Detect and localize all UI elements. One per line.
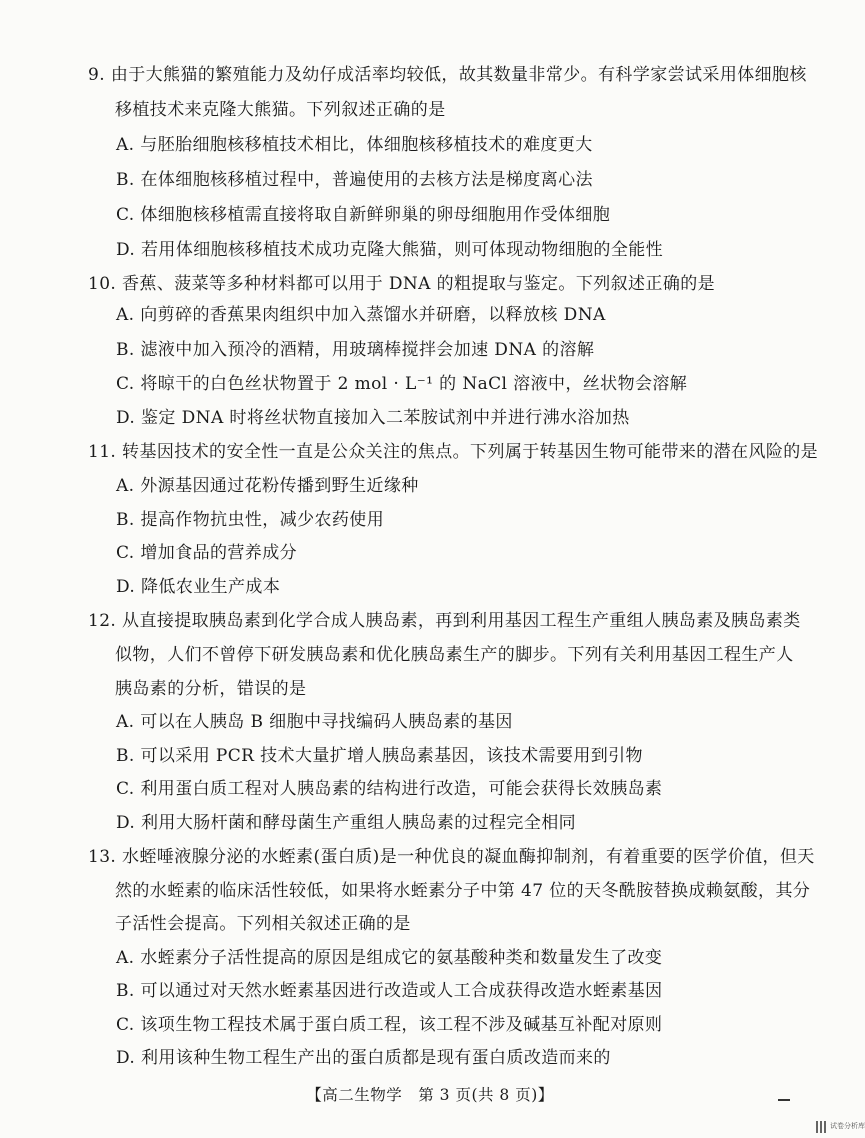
option-c: C. 增加食品的营养成分 (116, 543, 298, 563)
option-a: A. 向剪碎的香蕉果肉组织中加入蒸馏水并研磨，以释放核 DNA (116, 305, 606, 325)
question-stem: 11. 转基因技术的安全性一直是公众关注的焦点。下列属于转基因生物可能带来的潜在风险的是 (88, 442, 819, 462)
question-stem: 胰岛素的分析，错误的是 (115, 679, 307, 699)
page-mark-dash (778, 1099, 790, 1101)
watermark: 试卷分析库 (830, 1122, 865, 1130)
question-stem: 移植技术来克隆大熊猫。下列叙述正确的是 (115, 100, 446, 120)
option-b: B. 提高作物抗虫性，减少农药使用 (116, 510, 385, 530)
question-stem: 子活性会提高。下列相关叙述正确的是 (115, 914, 411, 934)
option-a: A. 与胚胎细胞核移植技术相比，体细胞核移植技术的难度更大 (116, 135, 593, 155)
option-c: C. 该项生物工程技术属于蛋白质工程，该工程不涉及碱基互补配对原则 (116, 1015, 663, 1035)
option-a: A. 水蛭素分子活性提高的原因是组成它的氨基酸种类和数量发生了改变 (116, 948, 663, 968)
option-d: D. 若用体细胞核移植技术成功克隆大熊猫，则可体现动物细胞的全能性 (116, 240, 664, 260)
question-stem: 10. 香蕉、菠菜等多种材料都可以用于 DNA 的粗提取与鉴定。下列叙述正确的是 (88, 274, 716, 294)
option-d: D. 降低农业生产成本 (116, 577, 281, 597)
option-c: C. 将晾干的白色丝状物置于 2 mol · L⁻¹ 的 NaCl 溶液中，丝状物会溶解 (116, 374, 688, 394)
page-footer: 【高二生物学 第 3 页(共 8 页)】 (306, 1086, 554, 1104)
question-stem: 似物，人们不曾停下研发胰岛素和优化胰岛素生产的脚步。下列有关利用基因工程生产人 (115, 645, 794, 665)
question-stem: 然的水蛭素的临床活性较低，如果将水蛭素分子中第 47 位的天冬酰胺替换成赖氨酸，其分 (115, 881, 811, 901)
question-stem: 9. 由于大熊猫的繁殖能力及幼仔成活率均较低，故其数量非常少。有科学家尝试采用体细胞核 (88, 65, 807, 85)
question-stem: 12. 从直接提取胰岛素到化学合成人胰岛素，再到利用基因工程生产重组人胰岛素及胰岛素类 (88, 611, 801, 631)
question-stem: 13. 水蛭唾液腺分泌的水蛭素(蛋白质)是一种优良的凝血酶抑制剂，有着重要的医学价值，但天 (88, 847, 815, 867)
option-b: B. 滤液中加入预冷的酒精，用玻璃棒搅拌会加速 DNA 的溶解 (116, 340, 595, 360)
option-a: A. 可以在人胰岛 B 细胞中寻找编码人胰岛素的基因 (116, 712, 513, 732)
option-d: D. 利用该种生物工程生产出的蛋白质都是现有蛋白质改造而来的 (116, 1048, 611, 1068)
option-d: D. 鉴定 DNA 时将丝状物直接加入二苯胺试剂中并进行沸水浴加热 (116, 408, 630, 428)
option-b: B. 在体细胞核移植过程中，普遍使用的去核方法是梯度离心法 (116, 170, 593, 190)
option-c: C. 体细胞核移植需直接将取自新鲜卵巢的卵母细胞用作受体细胞 (116, 205, 611, 225)
option-c: C. 利用蛋白质工程对人胰岛素的结构进行改造，可能会获得长效胰岛素 (116, 779, 663, 799)
option-d: D. 利用大肠杆菌和酵母菌生产重组人胰岛素的过程完全相同 (116, 813, 577, 833)
qr-code-icon (816, 1121, 828, 1133)
option-a: A. 外源基因通过花粉传播到野生近缘种 (116, 476, 419, 496)
option-b: B. 可以采用 PCR 技术大量扩增人胰岛素基因，该技术需要用到引物 (116, 746, 643, 766)
option-b: B. 可以通过对天然水蛭素基因进行改造或人工合成获得改造水蛭素基因 (116, 981, 663, 1001)
